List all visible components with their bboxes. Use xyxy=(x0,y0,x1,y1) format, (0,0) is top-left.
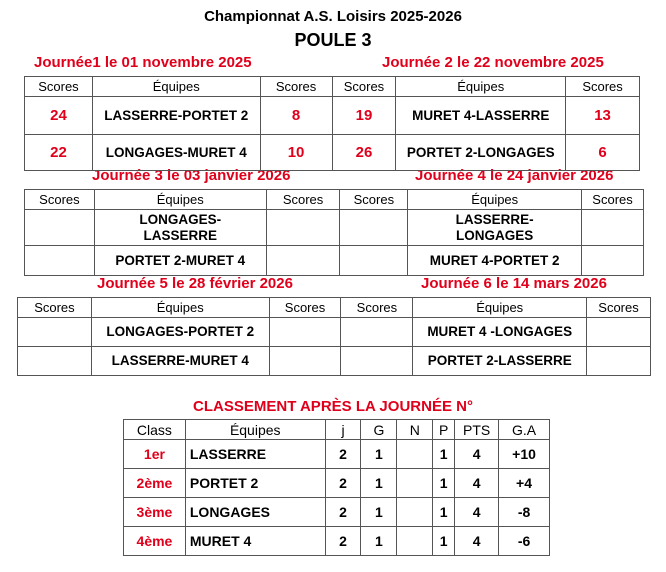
match-cell: LASSERRE-LONGAGES xyxy=(408,210,582,246)
scores-header: Scores xyxy=(340,190,408,210)
journee-1-label: Journée1 le 01 novembre 2025 xyxy=(34,54,252,71)
journee-6-label: Journée 6 le 14 mars 2026 xyxy=(421,275,607,292)
column-header: j xyxy=(325,420,361,440)
match-cell: MURET 4-LASSERRE xyxy=(396,97,566,135)
scores-header: Scores xyxy=(260,77,332,97)
n-cell xyxy=(397,498,433,527)
score-cell xyxy=(582,246,644,276)
column-header: G xyxy=(361,420,397,440)
score-cell xyxy=(269,318,341,347)
ga-cell: -8 xyxy=(499,498,550,527)
g-cell: 1 xyxy=(361,498,397,527)
page-title: Championnat A.S. Loisirs 2025-2026 xyxy=(204,8,462,25)
p-cell: 1 xyxy=(433,469,455,498)
n-cell xyxy=(397,527,433,556)
match-cell: LASSERRE-MURET 4 xyxy=(91,347,269,376)
scores-header: Scores xyxy=(25,77,93,97)
j-cell: 2 xyxy=(325,527,361,556)
poule-title: POULE 3 xyxy=(294,30,372,50)
g-cell: 1 xyxy=(361,469,397,498)
score-cell: 8 xyxy=(260,97,332,135)
score-cell xyxy=(18,347,92,376)
table-row xyxy=(25,246,644,276)
score-cell: 24 xyxy=(25,97,93,135)
journees-3-4-table xyxy=(24,189,644,276)
column-header: N xyxy=(397,420,433,440)
match-cell: LASSERRE-PORTET 2 xyxy=(92,97,260,135)
p-cell: 1 xyxy=(433,440,455,469)
score-cell xyxy=(266,246,340,276)
match-cell: PORTET 2-LASSERRE xyxy=(413,347,587,376)
score-cell xyxy=(269,347,341,376)
table-row xyxy=(18,347,651,376)
g-cell: 1 xyxy=(361,440,397,469)
table-row xyxy=(25,135,640,171)
rank-cell: 1er xyxy=(124,440,186,469)
scores-header: Scores xyxy=(332,77,396,97)
journees-5-6-table xyxy=(17,297,651,376)
ga-cell: +10 xyxy=(499,440,550,469)
equipes-header: Équipes xyxy=(92,77,260,97)
team-cell: LASSERRE xyxy=(185,440,325,469)
score-cell xyxy=(266,210,340,246)
pts-cell: 4 xyxy=(455,469,499,498)
rank-cell: 2ème xyxy=(124,469,186,498)
score-cell xyxy=(340,210,408,246)
journee-2-label: Journée 2 le 22 novembre 2025 xyxy=(382,54,604,71)
score-cell xyxy=(25,210,95,246)
score-cell: 22 xyxy=(25,135,93,171)
score-cell: 19 xyxy=(332,97,396,135)
g-cell: 1 xyxy=(361,527,397,556)
n-cell xyxy=(397,440,433,469)
table-row xyxy=(124,440,550,469)
score-cell xyxy=(587,347,651,376)
table-row xyxy=(124,498,550,527)
match-cell: LONGAGES-LASSERRE xyxy=(94,210,266,246)
rank-cell: 4ème xyxy=(124,527,186,556)
scores-header: Scores xyxy=(18,298,92,318)
n-cell xyxy=(397,469,433,498)
scores-header: Scores xyxy=(266,190,340,210)
scores-header: Scores xyxy=(587,298,651,318)
score-cell: 26 xyxy=(332,135,396,171)
pts-cell: 4 xyxy=(455,440,499,469)
match-cell: MURET 4 -LONGAGES xyxy=(413,318,587,347)
score-cell: 10 xyxy=(260,135,332,171)
table-row xyxy=(25,210,644,246)
ga-cell: -6 xyxy=(499,527,550,556)
equipes-header: Équipes xyxy=(94,190,266,210)
column-header: P xyxy=(433,420,455,440)
equipes-header: Équipes xyxy=(91,298,269,318)
score-cell xyxy=(341,318,413,347)
score-cell xyxy=(18,318,92,347)
pts-cell: 4 xyxy=(455,527,499,556)
ga-cell: +4 xyxy=(499,469,550,498)
equipes-header: Équipes xyxy=(396,77,566,97)
p-cell: 1 xyxy=(433,498,455,527)
classement-table xyxy=(123,419,550,556)
scores-header: Scores xyxy=(341,298,413,318)
table-row xyxy=(124,469,550,498)
match-cell: PORTET 2-LONGAGES xyxy=(396,135,566,171)
team-cell: MURET 4 xyxy=(185,527,325,556)
journee-5-label: Journée 5 le 28 février 2026 xyxy=(97,275,293,292)
score-cell xyxy=(587,318,651,347)
equipes-header: Équipes xyxy=(408,190,582,210)
team-cell: PORTET 2 xyxy=(185,469,325,498)
classement-title: CLASSEMENT APRÈS LA JOURNÉE N° xyxy=(193,398,473,415)
column-header: PTS xyxy=(455,420,499,440)
journees-1-2-table xyxy=(24,76,640,171)
score-cell: 13 xyxy=(566,97,640,135)
scores-header: Scores xyxy=(582,190,644,210)
score-cell xyxy=(582,210,644,246)
equipes-header: Équipes xyxy=(413,298,587,318)
column-header: G.A xyxy=(499,420,550,440)
column-header: Class xyxy=(124,420,186,440)
team-cell: LONGAGES xyxy=(185,498,325,527)
scores-header: Scores xyxy=(269,298,341,318)
score-cell: 6 xyxy=(566,135,640,171)
table-row xyxy=(124,527,550,556)
pts-cell: 4 xyxy=(455,498,499,527)
table-row xyxy=(25,97,640,135)
rank-cell: 3ème xyxy=(124,498,186,527)
match-cell: PORTET 2-MURET 4 xyxy=(94,246,266,276)
score-cell xyxy=(340,246,408,276)
p-cell: 1 xyxy=(433,527,455,556)
journee-3-label: Journée 3 le 03 janvier 2026 xyxy=(92,167,291,184)
score-cell xyxy=(25,246,95,276)
match-cell: LONGAGES-PORTET 2 xyxy=(91,318,269,347)
match-cell: MURET 4-PORTET 2 xyxy=(408,246,582,276)
scores-header: Scores xyxy=(25,190,95,210)
journee-4-label: Journée 4 le 24 janvier 2026 xyxy=(415,167,614,184)
j-cell: 2 xyxy=(325,469,361,498)
j-cell: 2 xyxy=(325,498,361,527)
table-row xyxy=(18,318,651,347)
score-cell xyxy=(341,347,413,376)
scores-header: Scores xyxy=(566,77,640,97)
column-header: Équipes xyxy=(185,420,325,440)
match-cell: LONGAGES-MURET 4 xyxy=(92,135,260,171)
j-cell: 2 xyxy=(325,440,361,469)
